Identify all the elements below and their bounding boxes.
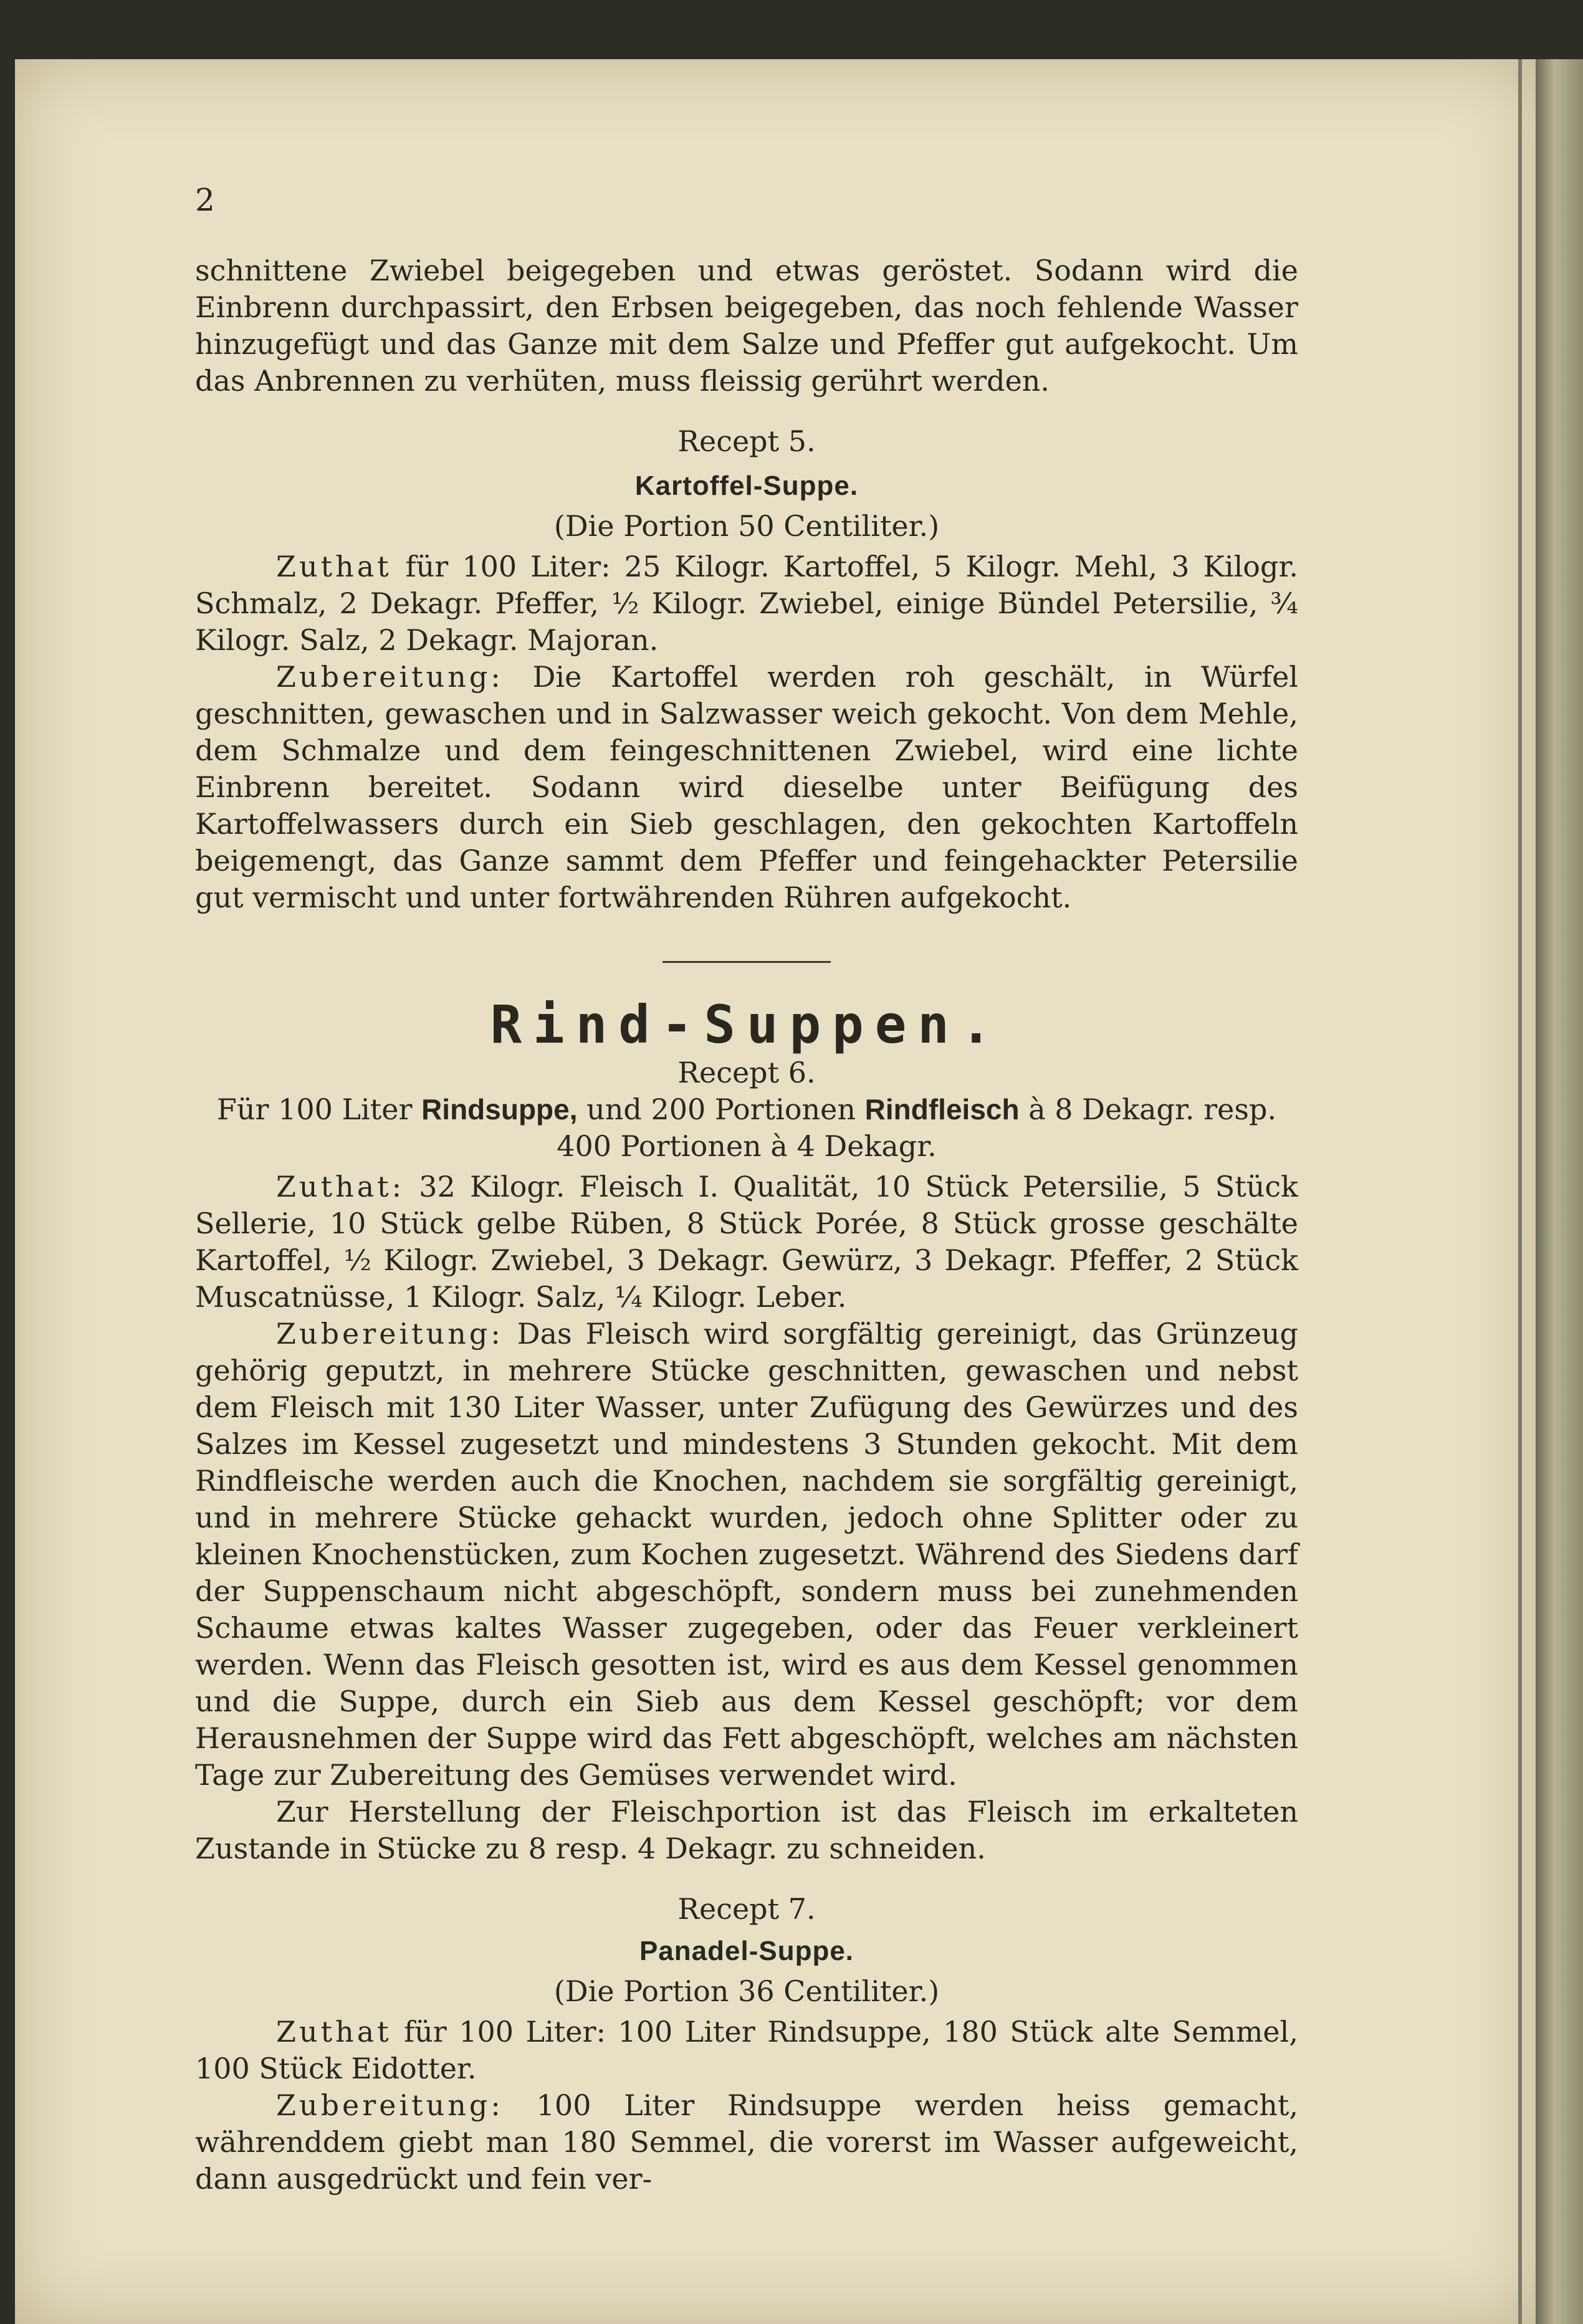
recipe5-number: Recept 5. [677,424,816,458]
recipe7-zuthat-text: für 100 Liter: 100 Liter Rindsuppe, 180 Stück alte Semmel, 100 Stück Eidotter. [195,2015,1298,2085]
recipe7-number: Recept 7. [677,1892,816,1926]
page-number: 2 [195,182,215,218]
recipe6-heading-bold2: Rindfleisch [864,1093,1020,1126]
recipe5-zuthat [195,548,1298,659]
recipe6-heading-bold1: Rindsuppe, [421,1093,578,1126]
recipe5-zubereitung-label: Zubereitung: [276,660,504,694]
recipe6-zuthat-label: Zuthat: [276,1170,405,1203]
recipe6-heading-part1: Für 100 Liter [216,1093,422,1126]
recipe5-portion: (Die Portion 50 Centiliter.) [553,509,940,543]
recipe7-zubereitung-text: 100 Liter Rindsuppe werden heiss gemacht, währenddem giebt man 180 Semmel, die vorerst im Wasser aufgeweicht, dann ausgedrückt und fein ver- [195,2088,1298,2196]
recipe7-title: Panadel-Suppe. [639,1936,854,1966]
recipe6-zuthat [195,1169,1298,1316]
recipe7-zubereitung [195,2087,1298,2197]
recipe5-zuthat-label: Zuthat [276,550,392,583]
recipe6-zubereitung [195,1316,1298,1794]
section-divider [662,961,831,963]
page-content [195,252,1298,2197]
recipe6-zubereitung-text: Das Fleisch wird sorgfältig gereinigt, das Grünzeug gehörig geputzt, in mehrere Stücke geschnitten, gewaschen und nebst dem Fleisch mit 130 Liter Wasser, unter Zufügung des Gewürzes und des Salzes im Kessel zugesetzt und mindestens 3 Stunden gekocht. Mit dem Rindfleische werden auch die Knochen, nachdem sie sorgfältig gereinigt, und in mehrere Stücke gehackt wurden, jedoch ohne Splitter oder zu kleinen Knochenstücken, zum Kochen zugesetzt. Während des Siedens darf der Suppenschaum nicht abgeschöpft, sondern muss bei zunehmenden Schaume etwas kaltes Wasser zugegeben, oder das Feuer verkleinert werden. Wenn das Fleisch gesotten ist, wird es aus dem Kessel genommen und die Suppe, durch ein Sieb aus dem Kessel geschöpft; vor dem Herausnehmen der Suppe wird das Fett abgeschöpft, welches am nächsten Tage zur Zubereitung des Gemüses verwendet wird. [195,1317,1298,1792]
recipe6-zuthat-text: 32 Kilogr. Fleisch I. Qualität, 10 Stück Petersilie, 5 Stück Sellerie, 10 Stück gelbe Rüben, 8 Stück Porée, 8 Stück grosse geschälte Kartoffel, ½ Kilogr. Zwiebel, 3 Dekagr. Gewürz, 3 Dekagr. Pfeffer, 2 Stück Muscatnüsse, 1 Kilogr. Salz, ¼ Kilogr. Leber. [195,1170,1298,1314]
next-page-edge [1536,59,1583,2324]
recipe7-portion: (Die Portion 36 Centiliter.) [553,1974,940,2008]
recipe6-heading [195,1091,1298,1165]
page-fold [1518,59,1522,2324]
recipe5-title: Kartoffel-Suppe. [634,471,859,501]
recipe6-heading-part3: à 8 Dekagr. resp. 400 Portionen à 4 Dekagr. [557,1093,1277,1163]
intro-paragraph: schnittene Zwiebel beigegeben und etwas geröstet. Sodann wird die Einbrenn durchpassirt, den Erbsen beigegeben, das noch fehlende Wasser hinzugefügt und das Ganze mit dem Salze und Pfeffer gut aufgekocht. Um das Anbrennen zu verhüten, muss fleissig gerührt werden. [195,254,1298,398]
recipe5-zubereitung [195,659,1298,916]
recipe7-zuthat [195,2014,1298,2087]
section-title: Rind-Suppen. [490,994,1003,1055]
recipe5-zuthat-text: für 100 Liter: 25 Kilogr. Kartoffel, 5 Kilogr. Mehl, 3 Kilogr. Schmalz, 2 Dekagr. Pfeffer, ½ Kilogr. Zwiebel, einige Bündel Petersilie, ¾ Kilogr. Salz, 2 Dekagr. Majoran. [195,550,1298,657]
recipe7-zubereitung-label: Zubereitung: [276,2088,504,2122]
recipe6-zubereitung-label: Zubereitung: [276,1317,504,1351]
recipe6-number: Recept 6. [677,1056,816,1089]
recipe6-heading-part2: und 200 Portionen [577,1093,865,1126]
recipe5-zubereitung-text: Die Kartoffel werden roh geschält, in Würfel geschnitten, gewaschen und in Salzwasser weich gekocht. Von dem Mehle, dem Schmalze und dem feingeschnittenen Zwiebel, wird eine lichte Einbrenn bereitet. Sodann wird dieselbe unter Beifügung des Kartoffelwassers durch ein Sieb geschlagen, den gekochten Kartoffeln beigemengt, das Ganze sammt dem Pfeffer und feingehackter Petersilie gut vermischt und unter fortwährenden Rühren aufgekocht. [195,660,1298,914]
recipe7-zuthat-label: Zuthat [276,2015,392,2049]
recipe6-note: Zur Herstellung der Fleischportion ist das Fleisch im erkalteten Zustande in Stücke zu 8 resp. 4 Dekagr. zu schneiden. [195,1795,1298,1865]
